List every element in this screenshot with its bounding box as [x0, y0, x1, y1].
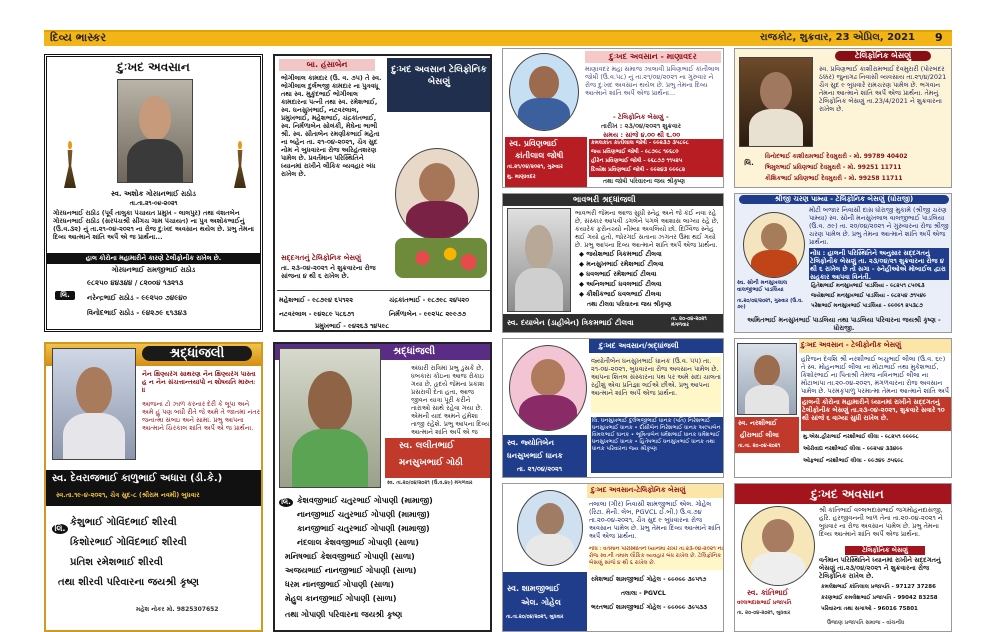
footer-text: તથા જોષી પરિવારના જય શ્રીકૃષ્ણ — [603, 178, 685, 185]
besanu-time: સમય : સાંજે ૪.૦૦ થી ૬.૦૦ — [603, 131, 681, 139]
shraddhanjali-ad-lalitbhai-gothi — [273, 342, 492, 632]
obituary-ad-mansukhlal-padaliya — [734, 193, 952, 333]
deceased-name: સ્વ. પ્રવિણભાઈ — [509, 139, 558, 148]
besanu-timing: તા. ૨૩-૦૪-૨૦૨૧ ને શુક્રવારના રોજ સાંજના ૪ થી ૬ રાખેલ છે. — [281, 264, 376, 280]
deceased-photo — [737, 343, 797, 415]
deceased-name: સ્વ. સોની મનસુખલાલ વાલજીભાઈ પાડલિયા — [737, 280, 788, 293]
deceased-photo — [743, 212, 805, 278]
deceased-photo — [509, 345, 587, 431]
diya-lamp-icon — [233, 141, 247, 191]
deceased-photo — [741, 506, 815, 586]
contact-1: કમલકાંત કાંતીલાલ જોષી - ૯૯૨૩૭ ૩૫૮૯૮ — [591, 140, 689, 146]
death-date: તા.૨૧/૦૪/૨૦૨૧, ગુરુવાર — [507, 164, 563, 170]
death-date: તા.તા. ૨૦-૦૪-૨૦૨૧ — [738, 443, 781, 449]
death-date: તા. ૨૦-૦૪-૨૦૨૧ મંગળવાર — [671, 316, 707, 328]
footer-text: અમિતભાઈ મનસુખભાઈ પાડલિયા તથા પાડલિયા પરિવારના જયશ્રી કૃષ્ણ - ધોરાજી. — [747, 316, 941, 332]
besanu-tag: - ટેલિફોનિક બેસણું - — [613, 113, 669, 121]
contact-1: કમલેશભાઈ કાંતિલાલ પ્રજાપતિ - 97127 37286 — [821, 584, 936, 590]
ad-title: દુઃખદ અવસાન/શ્રદ્ધાંજલી — [599, 341, 679, 350]
ad-title: શ્રદ્ધાંજલી — [142, 346, 252, 361]
li-label: લિ. — [52, 524, 68, 534]
family-1: કેશવજીભાઈ ચતુરભાઈ ગોપાણી (મામાજી) — [297, 496, 433, 505]
deceased-photo — [507, 208, 571, 312]
family-3: ◆ ધવલભાઈ રમેશભાઈ ટીલવા — [579, 270, 657, 278]
family-6: અજયભાઈ નાનજીભાઈ ગોપાણી (સાળા) — [285, 566, 417, 575]
ad-body-text: મોટી બજાર નિવાસી દાસ ધોરાજી મુકામે (શ્રીજી ચરણ પામ્યા) સ્વ. સોની મનસુખલાલ વાલજીભાઈ પાડલિયા (ઉ.વ. ૭૯) તા. ૨૦/૦૪/૨૦૨૧ ને ગુરુવારના રોજ શ્રીજી ચરણ પામેલ છે. પ્રભુ તેમના આત્માને શાંતિ અર્પે એજ પ્રાર્થના. — [809, 206, 949, 246]
obituary-ad-ashok-rathod — [44, 54, 263, 332]
besanu-tag: ટેલિફોનિક બેસણું — [835, 51, 931, 61]
deceased-surname: મનસુખભાઈ ગોઠી — [399, 458, 463, 468]
ad-title: શ્રદ્ધાંજલી — [393, 346, 436, 357]
family-1: કેશુભાઈ ગોવિંદભાઈ શીરવી — [70, 517, 177, 528]
ad-title: દુઃખદ અવસાન - ટેલીફોનીક બેસણું — [801, 341, 902, 349]
phone-4: નિર્મળાબેન - ૯૯૨૫૮ ૨૯૯૭૭ — [389, 310, 467, 318]
besanu-date: તારીખ : ૨૩/૦૪/૨૦૨૧ શુક્રવાર — [601, 122, 682, 130]
li-label: લિ. — [744, 159, 754, 167]
family-2: ◆ મનસુખભાઈ રમેશભાઈ ટીલવા — [579, 260, 664, 268]
ad-body-text: ગોરધનભાઈ રાઠોડ (પૂર્વ તાલુકા પંચાયત પ્રમુખ - લાલપુર) તથા વંશતબેન ગોરધનભાઈ રાઠોડ (સરપંચશ્રી સીંગચ ગામ પંચાયત) ના પુત્ર અશોકભાઈનું (ઉ.વ.૩૨) નું તા.૨૧-૦૪-૨૦૨૧ ના રોજ દુઃખદ અવસાન થયેલ છે. પ્રભુ તેમના દિવ્ય આત્માને શાંતિ અર્પે એ જ પ્રાર્થના... — [53, 209, 255, 241]
ad-title: દુઃખદ અવસાન - માણાવદર — [585, 51, 721, 63]
family-1: ◆ જયેશભાઈ ત્રિકમભાઈ ટીલવા — [579, 250, 662, 258]
obituary-ad-hansaben — [273, 54, 492, 332]
ad-body-text: તલાલા (ગીર) નિવાસી શામજીભાઈ એલ. ગોહેલ (રિટા. મેની. લેબ, PGVCL ઈ.બી.) ઉ.વ.૭૪ તા.૨૦-૦૪-૨૦૨૧, ચૈત્ર સુદ ૯ બુધવારના રોજ અવસાન પામેલ છે. પ્રભુ તેમના દિવ્ય આત્માને શાંતિ અર્પે એજ પ્રાર્થના. — [589, 500, 721, 540]
ad-body-text: ભાવભરી જેમના આજ સુધી સ્નેહ અને જે કંઈ નવા રહે છે, સંસ્કાર આપવી ડગલેને પગલે આશાસ લાગ્યા રહે છે, કયારેક ફરોનચ્યો નીમ્યા અવલિયો છો. દિગ્વિજ સ્નેહ થઈ ગયો હતો, જોરગઈ સતાના ઝગતર ઉમા થઈ ગયો છે. પ્રભુ આપના દિવ્ય આત્માને શાંતિ અર્પે એજ પ્રાર્થના. — [575, 209, 719, 249]
death-date: તા.તા.૨૧-૦૪-૨૦૨૧ — [129, 200, 178, 207]
ad-title-secondary: દુઃખદ અવસાન ટેલિફોનિક બેસણું — [391, 65, 487, 87]
phone-1: મહેશભાઈ - ૯૮૭૯૪ ૬૫૧૨૨ — [279, 296, 354, 304]
death-date: તા.૨૦/૦૪/૨૦૨૧, ગુરુવાર (ઉ.વ. ૭૯) — [737, 298, 804, 310]
li-label: લિ. — [55, 291, 75, 300]
obituary-ad-pravinbhai-joshi — [502, 48, 724, 188]
contact-2: જય પ્રવિણભાઈ જોષી - ૯૮૭૯૮ ૧૯૬૮૦ — [591, 149, 679, 155]
newspaper-brand: દિવ્ય ભાસ્કર — [50, 31, 107, 44]
family-7: ધરમ નાનજીભાઈ ગોપાણી (સાળા) — [285, 580, 395, 589]
notice-text: હાલની કોરોના મહામારીને ધ્યાનમાં રાખીને સદ્દગતનું ટેલીફોનીક બેસણું તા.૨૩-૦૪-૨૦૨૧, શુક્રવારે સવારે ૧૦ થી સાંજે ૬ વાગ્યા સુધી રાખેલ છે. — [801, 397, 951, 431]
family-3: કાનજીભાઈ ચતુરભાઈ ગોપાણી (મામાજી) — [297, 524, 430, 533]
family-name: ગોરધનભાઈ રામજીભાઈ રાઠોડ — [111, 266, 196, 274]
obituary-ad-kantibhai-prajapati — [734, 483, 952, 632]
contact-3: ભરતભાઈ શામજીભાઈ ગોહેલ - ૯૯૦૯૯ ૩૯૫૩૩ — [591, 604, 708, 611]
contact-1: રમેશભાઈ શામજીભાઈ ગોહેલ - ૯૯૦૯૯ ૩૯૫૧૭ — [591, 576, 707, 583]
contact-2: જયેશભાઈ મનસુખભાઈ પાડલિયા - ૯૮૨૫૪ ૭૧૫૪૯ — [811, 293, 927, 299]
family-2: કિશોરભાઈ ગોવિંદભાઈ શીરવી — [70, 537, 187, 548]
death-date: તા. ૨૦-૦૪-૨૦૨૧, બુધવાર — [737, 610, 791, 616]
deceased-name: સ્વ. જ્યોતિબેન — [507, 438, 554, 447]
ad-body-text: જ્યોતીબેન ધનસુખભાઈ ધાનક (ઉ.વ. ૫૫) તા. ૨૧-૦૪-૨૦૨૧, બુધવારના રોજ અવસાન પામેલ છે. આપના શિતલ સંસ્કારના પથ પર અમે સદા ચાલતા રહીશું એવા પ્રતિજ્ઞા લઈએ છીએ. પ્રભુ આપના આત્માને શાંતિ અર્પે એજ પ્રાર્થના. — [591, 357, 721, 413]
deceased-surname: હીરાભાઈ લીલા — [740, 431, 779, 439]
diya-lamp-icon — [63, 141, 77, 191]
death-date: સ્વ. તા.૨૦/૦૪/૨૦૨૧ (ઉ.વ.૪૯) મંગળવાર — [387, 480, 473, 486]
ad-body-text: માણાવદર મહા સમાજ ઝાલાવી પ્રવિણભાઈ કાંતીલાલ જોષી (ઉ.વ.૫૮) નું તા.૨૧/૦૪/૨૦૨૧ ના ગુરુવાર ને રોજ દુઃખદ અવસાન થયેલ છે. પ્રભુ તેમના દિવ્ય આત્માને શાંતિ અર્પે એજ પ્રાર્થના... — [585, 65, 720, 97]
ad-title: દુઃખદ અવસાન — [811, 487, 884, 501]
family-4: નંદલાલ કેશવજીભાઈ ગોપાણી (સાળા) — [297, 538, 419, 547]
contact-1: વિનોદભાઈ કાશીરામભાઈ દેવમુરારી - મો. 99789 40402 — [765, 153, 908, 160]
deceased-photo — [517, 490, 583, 566]
notice-text: વર્તમાન પરિસ્થિતિને ધ્યાનમાં રાખીને સદ્દગતનું બેસણું તા.૨૩/૦૪/૨૦૨૧ ને શુક્રવારના રોજ ટેલિફોનિક રાખેલ છે. — [819, 556, 941, 580]
masthead — [0, 0, 996, 44]
family-3: પ્રતિશ રમેશભાઈ શીરવી — [70, 557, 163, 568]
li-label: લિ. — [279, 498, 293, 507]
deceased-photo — [279, 348, 381, 488]
contact-4: દિવ્યેશ પ્રવિણભાઈ જોષી - ૯૯૨૪૩ ૯૯૯૮૨ — [591, 167, 686, 173]
obituary-ad-jyotiben-dhanak — [502, 338, 724, 478]
deceased-surname: કાંતીલાલ જોષી — [515, 151, 564, 160]
ad-title-primary: બા. હંસાબેન — [279, 59, 375, 71]
divider — [277, 290, 490, 291]
phone-3: વિનોદભાઈ રાઠોડ - ૯૪૨૭૯ ૬૧૩૪૩ — [87, 309, 187, 317]
notice-text: હાલ કોરોના મહામારીને કારણે ટેલીફોનીક રાખેલ છે. — [85, 254, 222, 262]
family-5: ◆ કૌશીકભાઈ ધવલભાઈ ટીલવા — [579, 290, 662, 298]
contact-3: ઓફભાઈ નરશીભાઈ લીલા - ૯૯૭૪૯ ૭૫૬૯૮ — [803, 458, 904, 464]
family-9: તથા ગોપાણી પરિવારના જયશ્રી કૃષ્ણ — [285, 610, 403, 619]
contact-3: પરિવારના તથા સગાઓ - 96016 75801 — [821, 606, 918, 612]
deceased-name: સ્વ. અશોક ગોરધનભાઈ રાઠોડ — [111, 190, 196, 198]
death-date: તા. ૨૧/૦૪/૨૦૨૧ — [517, 465, 563, 473]
deceased-surname: વલ્લભદાસભાઈ પ્રજાપતિ — [737, 600, 792, 606]
family-4: ◆ અનિલભાઈ ધવલભાઈ ટીલવા — [579, 280, 662, 288]
ad-title: દુઃખદ અવસાન-ટેલિફોનિક બેસણું — [591, 486, 686, 494]
phone-5: પ્રમુખભાઈ - ૯૪૨૬૩ ૧૪૫૯૮ — [315, 322, 390, 330]
contact-2: તલાલા - PGVCL — [621, 590, 666, 597]
obituary-ad-pravinbhai-devmurari — [734, 48, 952, 188]
contact-2: કરણભાઈ કમલેશભાઈ પ્રજાપતિ - 99042 83258 — [821, 595, 938, 601]
notice-text: નોંધ : વર્તમાન પરિસ્થિતિને ધ્યાનમાં રાખી તા.૨૩-૦૪-૨૦૨૧ ના રોજ સ્વ.ની તમામ લૌકિક વ્યવહાર બંધ રાખેલ છે. ટેલિફોનિક બેસણું સાંજે ૪ થી ૬ રાખેલ છે. — [589, 546, 723, 570]
contact-1: હિતેશભાઈ મનસુખભાઈ પાડલિયા - ૯૮૨૫૧ ૮૫૦૬૩ — [811, 283, 925, 289]
page-number: 9 — [935, 31, 943, 44]
besanu-tag: ટેલિફોનિક બેસણું — [845, 546, 925, 555]
footer-text: તથા ટીલવા પરિવારના જય શ્રીકૃષ્ણ — [587, 301, 672, 308]
footer-text: ઉજાણ પ્રજાપતિ સમાજ - વાંચનોંધ — [827, 620, 905, 626]
besanu-label: સદ્દગતનું ટેલિફોનિક બેસણું — [281, 254, 362, 262]
ad-title: દુઃખદ અવસાન — [117, 60, 190, 74]
phone-3: નટવરલાલ - ૯૪૨૮૯ ૫૮૬૭૧ — [279, 310, 355, 318]
obituary-ad-shamjibhai-gohel — [502, 483, 724, 632]
ad-title: શ્રીજી ચરણ પામ્યા - ટેલિફોનિક બેસણું (ધોરાજી) — [739, 195, 949, 204]
phone-label: મહેશ નોકર મો. 9825307652 — [136, 606, 219, 613]
contact-1: મુ.એસ.હીરાભાઈ નરશીભાઈ લીલા - ૯૮૨૫૧ ૯૯૯૯૮ — [803, 434, 919, 440]
contact-2: ઓરોવાદ્ય નરશીભાઈ લીલા - ૯૯૨૫૪ ૩૩૪૯૯ — [803, 446, 903, 452]
deceased-name: સ્વ. દેવરાજભાઈ કાળુભાઈ અધારા (ડી.કે.) — [52, 473, 223, 484]
deceased-surname: એલ. ગોહેલ — [521, 598, 561, 607]
phone-1: ૯૮૨૫૦ ૪૪૩૪૪ / ૮૨૦૦૪ ૧૩૨૧૩ — [87, 279, 184, 287]
family-2: નાનજીભાઈ ચતુરભાઈ ગોપાણી (મામાજી) — [297, 510, 430, 519]
obituary-ad-dayaben-tilva — [502, 193, 724, 333]
ad-body-text: ભોગીલાલ કામદાર (ઉ. વ. ૭૫) તે સ્વ. ભોગીલાલ દુર્લભજી કામદાર ના પુત્રવધૂ તથા સ્વ. મુકુંદભાઈ ભોગીલાલ કામદારના પત્ની તથા સ્વ. રમેશભાઈ, સ્વ. ધનસુખભાઈ, નટવરલાલ, પ્રમુખભાઈ, મહેશભાઈ, ચંદ્રકાંતભાઈ, સ્વ. નિર્મળાબેન સોલંકી, મેઘેના ભાભી શ્રી. સ્વ. સીતાબેન રમણીકભાઈ મહેતા ના બહેન તા. ૨૧-૦૪-૨૦૨૧, ચૈત્ર સુદ નોમ ને બુધવારના રોજ અરિહંતશરણ પામેલ છે. પ્રવર્તમાન પરિસ્થિતિને ધ્યાનમાં રાખીને લૌકિક વ્યવહાર બંધ રાખેલ છે. — [281, 74, 382, 178]
ad-body-text: આજના ટો ઝાળ કરનાર દેરી કે લૂપા અને અમે હું પણ બધી રીતે જે અમે તે જાતમાં નંતર જનાત્મા સંબઇ અને સામાં. પ્રભુ આપના આત્માને ચિરકાલ શાંતિ અર્પે એ જ પ્રાર્થના. — [142, 400, 260, 432]
phone-2: ચંદ્રકાંતભાઈ - ૯૮૭૯૮ ૨૪૫૨૦ — [389, 296, 470, 304]
deceased-name: સ્વ. કાંતિભાઈ — [747, 588, 789, 597]
deceased-surname: ધનસુખભાઈ ધાનક — [507, 451, 563, 460]
family-text: લિ. ધનસુખભાઈ દુર્લભજીભાઈ ધાનક (પતિ) નિરેશભાઈ ધનસુખભાઈ ધાનક • દીક્ષીબેન નિરેશભાઈ ધાનક અલ્પાબેન વિમલભાઈ ધાનક • ભૂમિતાબેન ધર્મેશભાઈ ધાનક ધર્મેશભાઈ ધનસુખભાઈ ધાનક • હિતેષભાઈ ધનસુખભાઈ ધાનક તથા ધાનક પરિવારના જય શ્રીકૃષ્ણ — [591, 417, 723, 473]
deceased-photo — [52, 348, 136, 460]
ad-body-text: હરિજન દેવશિ શ્રી નરશીભાઈ બચુભાઈ લીલા (ઉ.વ. ૬૯) તે સ્વ. મોહનભાઈ લીલા ના મોટાભાઈ તથા મુકેશભાઈ, કિશોરભાઈ ના પિતાશ્રી તેમજ નવિનભાઈ લીલા ના મોટાબાપા તા.૨૦-૦૪-૨૦૨૧, મંગળવારના રોજ અવસાન પામેલ છે. પરમકૃપાળુ પરમાત્મા તેમના આત્માને શાંતિ અર્પે — [801, 355, 949, 395]
deceased-photo — [117, 79, 193, 183]
contact-3: હીરેન પ્રવિણભાઈ જોષી - ૯૬૮૭૭ ૧૧૫૨૫ — [591, 158, 683, 164]
family-4: તથા શીરવી પરિવારના જયશ્રી કૃષ્ણ — [58, 577, 200, 588]
death-date: સ્વ.તા.૧૯-૪-૨૦૨૧, ચૈત્ર સુદ-૮ (શ્રીરામ નવમી) બુધવાર — [56, 491, 200, 499]
ad-body-text: શ્રી કાંતિભાઈ વલ્લભદાસભાઈ જગમોહનદાસજી, હરિ. હરજીવનની બાળ તેના તા.૨૦-૦૪-૨૦૨૧ ને બુધવાર ના રોજ અવસાન પામેલ છે. પ્રભુ તેમના દિવ્ય આત્માને શાંતિ અર્પે એજ પ્રાર્થના. — [819, 506, 943, 538]
deceased-photo — [395, 148, 479, 240]
shraddhanjali-ad-devrajbhai-adhara — [44, 342, 263, 632]
deceased-name: સ્વ. લલીતભાઈ — [399, 441, 455, 451]
sanskrit-verse: નૈન ક્ષિણ્યરંગ સાથરણ નૈન ક્ષિણ્યરંગ પાસ્તા હ ન નૈન સંચત્તાન્તયાપો ન શોષયતિ મારુતઃ ॥ — [142, 370, 256, 394]
deceased-name: સ્વ. દયાબેન (ડાહીબેન) ત્રિકમભાઈ ટીલવા — [507, 318, 634, 327]
edition-date: રાજકોટ, શુક્રવાર, 23 એપ્રિલ, 2021 — [760, 32, 916, 43]
flower-decoration — [395, 238, 487, 278]
place: મુ. માણાવદર — [507, 174, 536, 180]
deceased-photo — [509, 53, 579, 131]
family-8: મેહુલ કાનજીભાઈ ગોપાણી (સાળા) — [285, 594, 397, 603]
ad-body-text: સ્વ. પ્રવિણભાઈ કાશીરામભાઈ દેવમુરારી (પોરબંદર ઠક્કર) જુનાગઢ નિવાસી વ્યવસાય તા.૨૧/૪/2021 ચૈત્ર સુદ ૯ બુધવારે રામચરણ પામેલ છે. ભગવાન તેમના આત્માને શાંતિ અર્પે એજ પ્રાર્થના. તેમનું ટેલિફોનિક બેસણું તા.23/4/2021 ને શુક્રવારના રાખેલ છે. — [819, 65, 947, 113]
notice-text: નોંધ : હાલની પરિસ્થિતિને અનુસાર સદ્દગતનું ટેલિફોનીક બેસણું તા. ૨૩/૦૪/૨૧ શુક્રવારના રોજ ૪ થી ૬ રાખેલ છે તો સગા - સ્નેહીઓએ મોબાઈલ દ્વારા સહકાર આપવા વિનંતી. — [809, 248, 949, 280]
contact-2: ભિમુલભાઈ પ્રવિણભાઈ દેવમુરારી - મો. 99251 11711 — [765, 164, 902, 171]
contact-3: પરેશભાઈ મનસુખભાઈ પાડલિયા - ૯૯૦૯૧ ૨૫૩૮૭ — [811, 303, 923, 309]
obituary-ad-narshibhai-lila — [734, 338, 952, 478]
deceased-name: સ્વ. શામજીભાઈ — [507, 584, 560, 593]
deceased-photo — [739, 57, 813, 147]
contact-3: કૌશિકભાઈ પ્રવિણભાઈ દેવમુરારી - મો. 99258 11711 — [765, 175, 903, 182]
verse-text: અંધારી રાત્રિમાં પ્રભુ ડુસકે છે, ધબકારા કોઇના આજ રોકાઇ ગયા છે, હૃદયે જેમના પ્રકાશ પ્રસરાવી દેતા હતા, આજ જીવન યાત્રા પૂરી કરીને તારાઓ સાથે રહેવા ગયા છે. એમની યાદ અમને હંમેશા તાજી રહેશે. પ્રભુ આપના દિવ્ય આત્માને શાંતિ અર્પે એ જ — [411, 364, 490, 436]
ad-title: ભાવભરી શ્રદ્ધાંજલી — [573, 195, 636, 204]
family-5: મનિષભાઈ કેશવજીભાઈ ગોપાણી (સાળા) — [285, 552, 415, 561]
phone-2: નરેન્દ્રભાઈ રાઠોડ - ૯૯૨૫૦ ૭૪૯૪૦ — [87, 294, 187, 302]
death-date: તા.તા.૨૦/૦૪/૨૦૨૧, બુધવાર — [506, 614, 564, 620]
deceased-name: સ્વ. નરશીભાઈ — [738, 419, 777, 427]
